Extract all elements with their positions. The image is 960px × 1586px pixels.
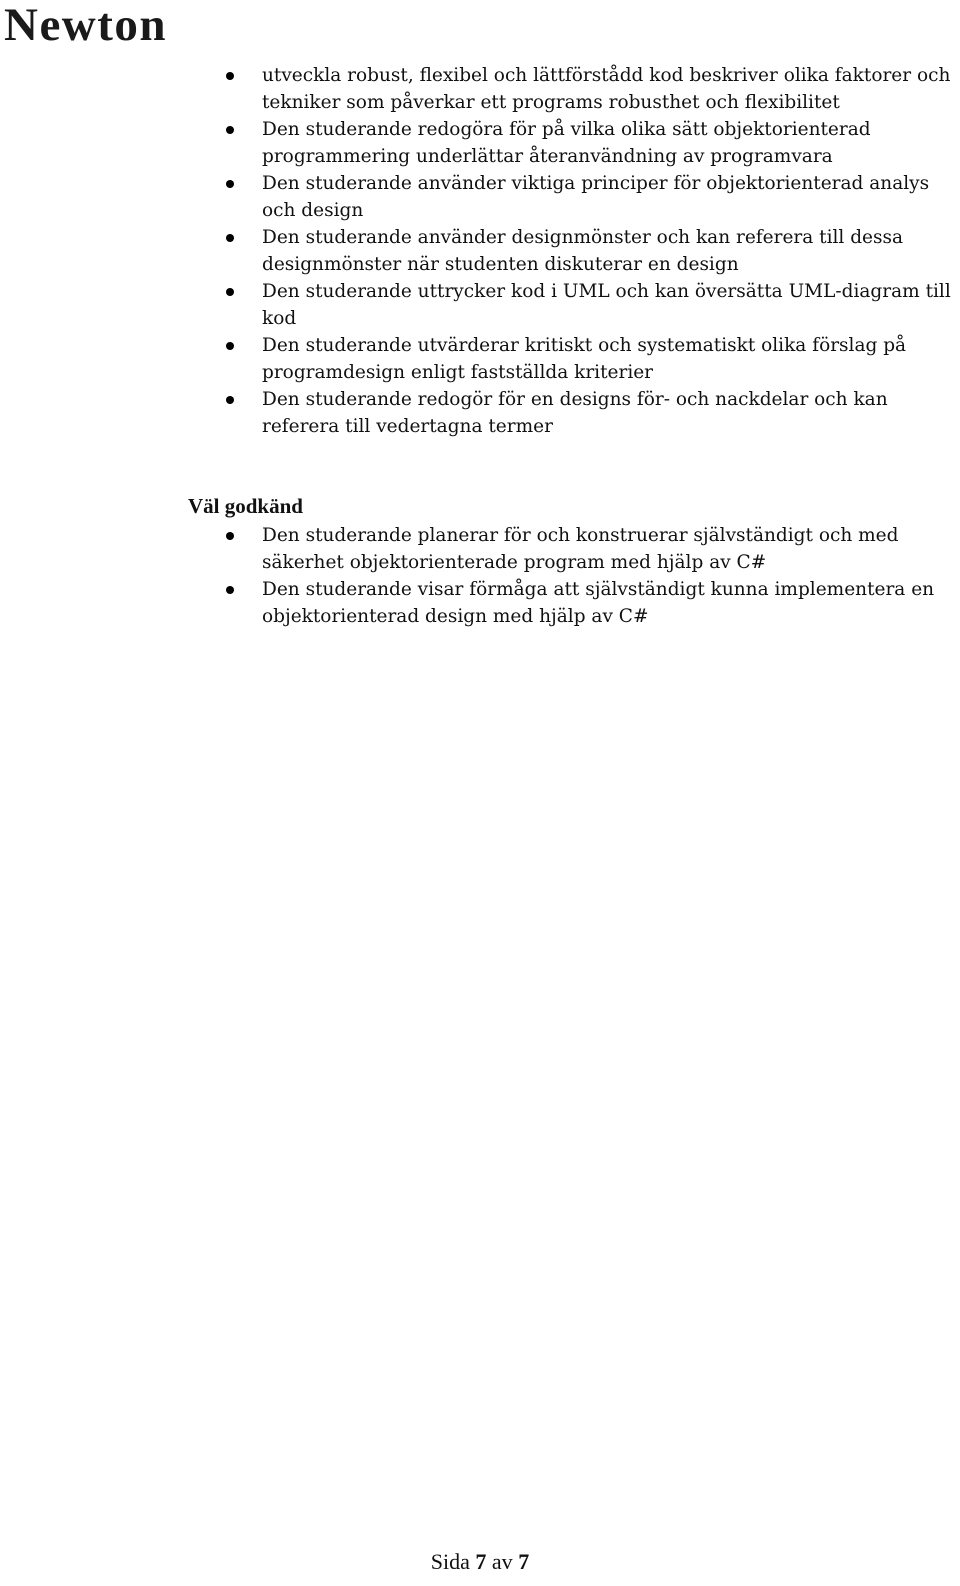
list-item-text: Den studerande planerar för och konstruerar självständigt och med säkerhet objektorienterade program med hjälp av C#	[262, 525, 899, 573]
bullet-icon	[226, 586, 234, 594]
list-item	[0, 62, 952, 116]
list-item-text: Den studerande uttrycker kod i UML och kan översätta UML-diagram till kod	[262, 281, 951, 329]
list-item-text: Den studerande använder viktiga principer för objektorienterad analys och design	[262, 173, 930, 221]
page-label: Sida	[430, 1549, 470, 1574]
list-item-text: Den studerande visar förmåga att självständigt kunna implementera en objektorienterad design med hjälp av C#	[262, 579, 935, 627]
vg-list	[0, 522, 960, 630]
page-total: 7	[518, 1549, 530, 1574]
goals-list	[0, 62, 960, 440]
page-current: 7	[475, 1549, 487, 1574]
newton-logo: Newton	[4, 0, 168, 51]
list-item	[0, 386, 952, 440]
bullet-icon	[226, 342, 234, 350]
bullet-icon	[226, 396, 234, 404]
list-item-text: Den studerande redogöra för på vilka olika sätt objektorienterad programmering underlättar återanvändning av programvara	[262, 119, 871, 167]
list-item-text: utveckla robust, flexibel och lättförstådd kod beskriver olika faktorer och tekniker som påverkar ett programs robusthet och flexibilitet	[262, 65, 951, 113]
list-item	[0, 116, 952, 170]
bullet-icon	[226, 126, 234, 134]
page-separator: av	[491, 1549, 513, 1574]
list-item	[0, 224, 952, 278]
list-item-text: Den studerande redogör för en designs för- och nackdelar och kan referera till vedertagna termer	[262, 389, 888, 437]
list-item-text: Den studerande utvärderar kritiskt och systematiskt olika förslag på programdesign enligt fastställda kriterier	[262, 335, 907, 383]
page-footer	[0, 1549, 960, 1575]
bullet-icon	[226, 180, 234, 188]
list-item	[0, 576, 952, 630]
bullet-icon	[226, 532, 234, 540]
bullet-icon	[226, 234, 234, 242]
bullet-icon	[226, 288, 234, 296]
bullet-icon	[226, 72, 234, 80]
list-item	[0, 170, 952, 224]
list-item	[0, 332, 952, 386]
list-item	[0, 278, 952, 332]
list-item-text: Den studerande använder designmönster och kan referera till dessa designmönster när studenten diskuterar en design	[262, 227, 904, 275]
list-item	[0, 522, 952, 576]
vg-heading: Väl godkänd	[188, 494, 303, 518]
